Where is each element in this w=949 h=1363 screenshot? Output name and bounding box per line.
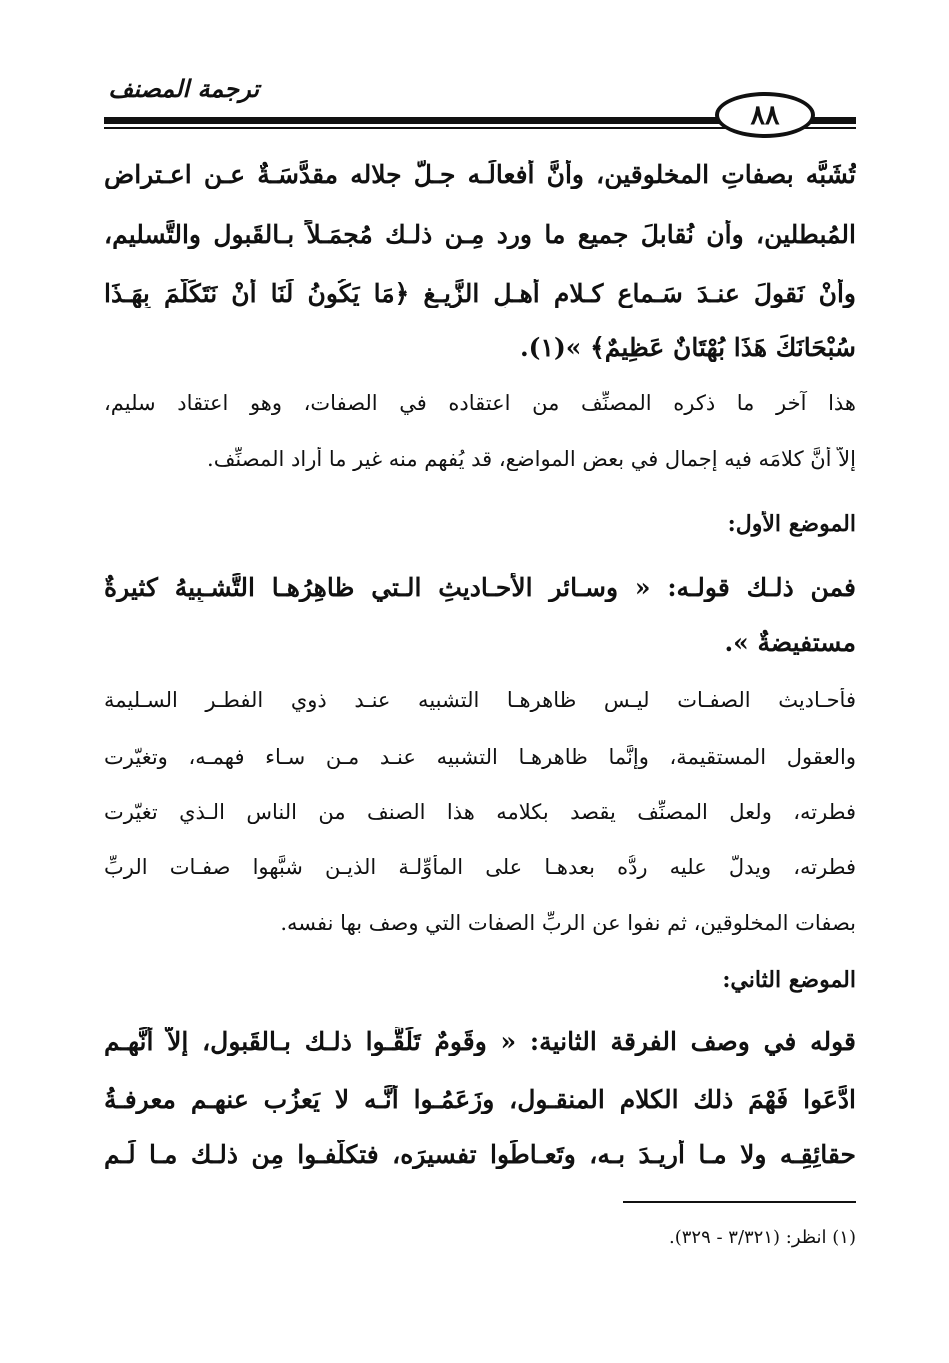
running-header-title: ترجمة المصنف [108,74,259,103]
section-heading: الموضع الأول: [727,511,856,537]
body-line: فأحـاديث الصفـات ليـس ظاهرهـا التشبيه عنـد ذوي الفطـر السـليمة [104,688,856,712]
body-line: بصفات المخلوقين، ثم نفوا عن الربِّ الصفات التي وصف بها نفسه. [280,911,856,935]
body-line: تُشَبَّه بصفاتِ المخلوقين، وأنَّ أفعالَـه جـلَّ جلاله مقدَّسَـةٌ عـن اعـتراض [104,160,856,189]
body-line: فمن ذلـك قولـه: « وسـائرِ الأحـاديثِ الـتي ظاهِرُهـا التَّشـبِيهُ كثيرةٌ [104,573,856,602]
page-number: ٨٨ [750,99,780,131]
body-line: المُبطلين، وأن نُقابلَ جميع ما ورد مِـن ذلـك مُجمَـلاً بـالقَبول والتَّسليم، [104,220,856,249]
body-line: والعقول المستقيمة، وإنَّما ظاهرهـا التشبيه عنـد مـن سـاء فهمـه، وتغيّرت [104,745,856,769]
body-line: هذا آخر ما ذكره المصنِّف من اعتقاده في الصفات، وهو اعتقاد سليم، [104,391,856,415]
page-number-badge [715,92,815,138]
body-line: حقائِقِـه ولا مـا أُريـدَ بـه، وتَعـاطَوا تفسيرَه، فتكلَّفـوا مِن ذلـك مـا لَـم [104,1140,856,1169]
body-line: مستفيضةٌ ». [724,628,856,657]
body-line: إلاَّ أنَّ كلامَه فيه إجمال في بعض المواضع، قد يُفهم منه غير ما أراد المصنِّف. [207,447,856,471]
footnote-separator [623,1201,856,1203]
body-line: سُبْحَانَكَ هَذَا بُهْتَانٌ عَظِيمٌ﴾ »(١). [519,333,856,362]
footnote: (١) انظر: (٣/٣٢١ - ٣٢٩). [668,1227,856,1248]
body-line: ادَّعَوا فَهْمَ ذلك الكلامِ المنقـول، وزَعَمُـوا أنَّـه لا يَعزُب عنهـم معرفـةُ [104,1085,856,1114]
body-line: قوله في وصف الفرقة الثانية: « وقَومٌ تَلَقَّـوا ذلـك بـالقَبول، إلاَّ أنَّهـم [104,1027,856,1056]
body-line: فطرته، ويدلُّ عليه ردُّه بعدهـا على المأوِّلـة الذيـن شبَّهوا صفـات الربِّ [104,855,856,879]
section-heading: الموضع الثاني: [722,967,856,993]
body-line: فطرته، ولعل المصنِّف يقصد بكلامه هذا الصنف من الناس الـذي تغيّرت [104,800,856,824]
body-line: وأنْ نَقولَ عنـدَ سَـماعِ كـلام أهـلِ الزَّيـغِ ﴿مَا يَكُونُ لَنَا أَنْ نَتَكَلَّمَ بِهَـذَا [104,279,856,308]
